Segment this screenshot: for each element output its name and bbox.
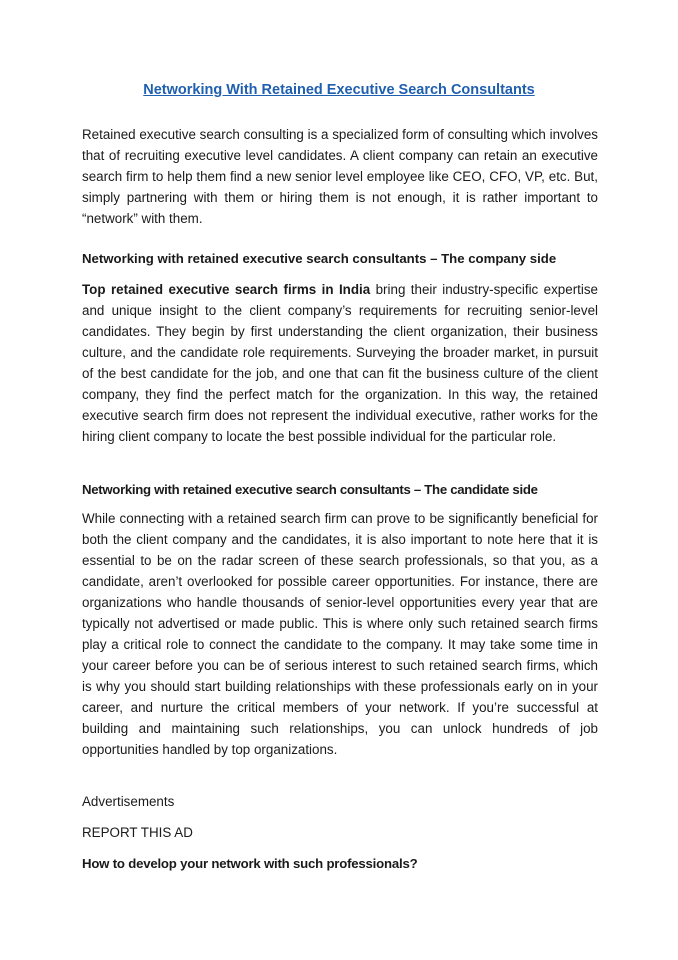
report-this-ad-link[interactable]: REPORT THIS AD (82, 825, 193, 840)
advertisements-label: Advertisements (82, 794, 175, 809)
company-side-paragraph (82, 279, 598, 447)
closing-heading: How to develop your network with such professionals? (82, 856, 418, 871)
company-side-lead-bold: Top retained executive search firms in India (82, 282, 371, 297)
intro-paragraph: Retained executive search consulting is a specialized form of consulting which involves that of recruiting executive level candidates. A client company can retain an executive search firm to help them find a new senior level employee like CEO, CFO, VP, etc. But, simply partnering with them or hiring them is not enough, it is rather important to “network” with them. (82, 127, 598, 226)
section-heading-company-side: Networking with retained executive search consultants – The company side (82, 251, 557, 266)
section-heading-candidate-side: Networking with retained executive search consultants – The candidate side (82, 482, 538, 497)
company-side-body: bring their industry-specific expertise and unique insight to the client company’s requirements for recruiting senior-level candidates. They begin by first understanding the client organization, their business culture, and the candidate role requirements. Surveying the broader market, in pursuit of the best candidate for the job, and one that can fit the business culture of the client company, they find the perfect match for the organization. In this way, the retained executive search firm does not represent the individual executive, rather works for the hiring client company to locate the best possible individual for the particular role. (82, 282, 598, 444)
candidate-side-paragraph: While connecting with a retained search firm can prove to be significantly beneficial for both the client company and the candidates, it is also important to note here that it is essential to be on the radar screen of these search professionals, so that you, as a candidate, aren’t overlooked for possible career opportunities. For instance, there are organizations who handle thousands of senior-level opportunities every year that are typically not advertised or made public. This is where only such retained search firms play a critical role to connect the candidate to the company. It may take some time in your career before you can be of serious interest to such retained search firms, which is why you should start building relationships with these professionals early on in your career, and nurture the critical members of your network. If you’re successful at building and maintaining such relationships, you can unlock hundreds of job opportunities handled by top organizations. (82, 511, 598, 757)
document-title: Networking With Retained Executive Search Consultants (143, 82, 535, 98)
